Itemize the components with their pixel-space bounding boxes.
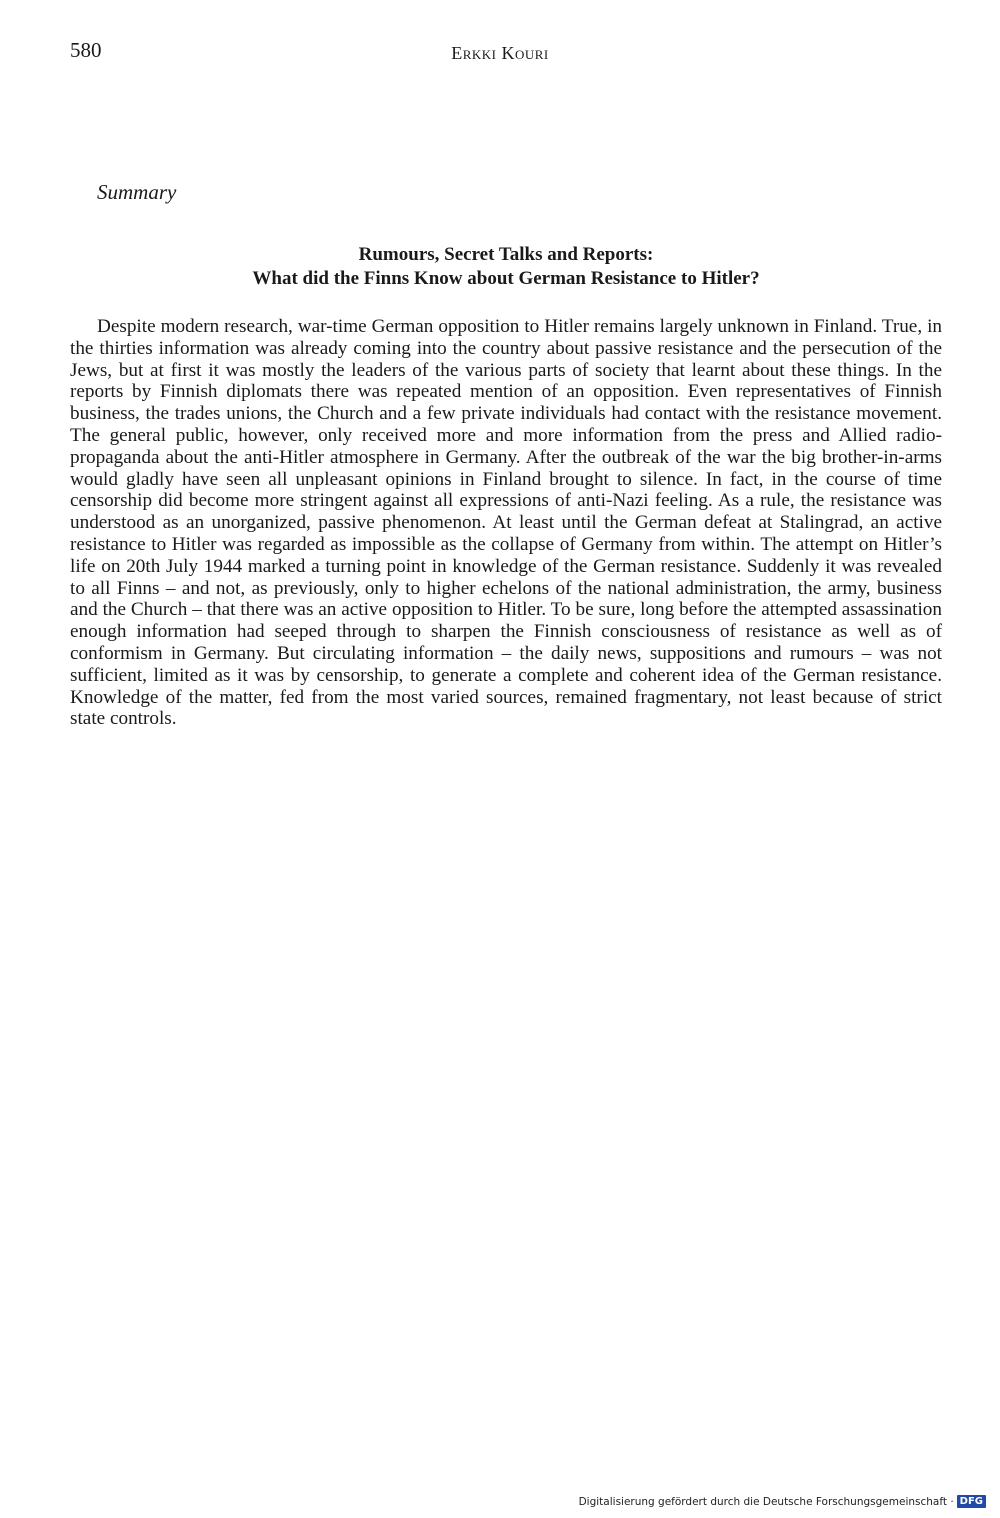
article-title xyxy=(70,243,942,291)
credit-text: Digitalisierung gefördert durch die Deutsche Forschungsgemeinschaft · xyxy=(578,1495,954,1508)
article-title-line-1: Rumours, Secret Talks and Reports: xyxy=(358,244,654,265)
body-paragraph: Despite modern research, war-time German opposition to Hitler remains largely unknown in Finland. True, in the thirties information was already coming into the country about passive resistance and the persecution of the Jews, but at first it was mostly the leaders of the various parts of society that learnt about these things. In the reports by Finnish diplomats there was repeated mention of an opposition. Even representatives of Finnish business, the trades unions, the Church and a few private individuals had contact with the resistance movement. The general public, however, only received more and more information from the press and Allied radio-propaganda about the anti-Hitler atmosphere in Germany. After the outbreak of the war the big brother-in-arms would gladly have seen all unpleasant opinions in Finland brought to silence. In fact, in the course of time censorship did become more stringent against all expressions of anti-Nazi feeling. As a rule, the resistance was understood as an unorganized, passive phenomenon. At least until the German defeat at Stalingrad, an active resistance to Hitler was regarded as impossible as the collapse of Germany from within. The attempt on Hitler’s life on 20th July 1944 marked a turning point in knowledge of the German resistance. Suddenly it was revealed to all Finns – and not, as previously, only to higher echelons of the national administration, the army, business and the Church – that there was an active opposition to Hitler. To be sure, long before the attempted assassination enough information had seeped through to sharpen the Finnish consciousness of resistance as well as of conformism in Germany. But circulating information – the daily news, suppositions and rumours – was not sufficient, limited as it was by censorship, to generate a complete and coherent idea of the German resistance. Knowledge of the matter, fed from the most varied sources, remained fragmentary, not least because of strict state controls. xyxy=(70,316,942,730)
dfg-logo: DFG xyxy=(957,1495,986,1508)
running-head: Erkki Kouri xyxy=(451,43,549,63)
digitization-credit xyxy=(579,1495,986,1508)
section-label: Summary xyxy=(97,180,177,204)
article-title-line-2: What did the Finns Know about German Resistance to Hitler? xyxy=(252,268,760,289)
page-number: 580 xyxy=(70,38,102,62)
